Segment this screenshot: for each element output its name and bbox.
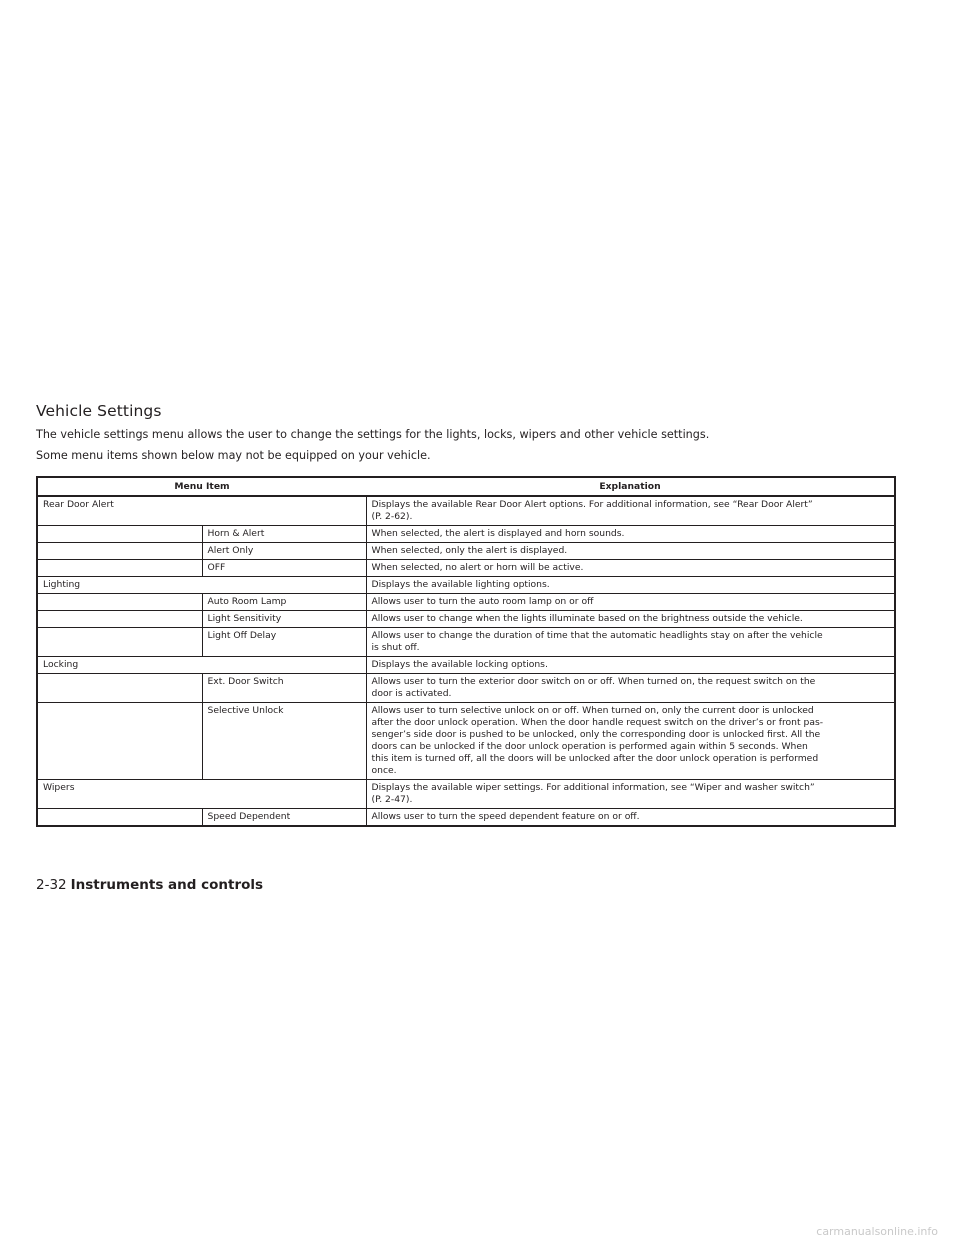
indent-cell xyxy=(37,703,202,780)
table-row xyxy=(37,657,895,674)
table-row xyxy=(37,809,895,827)
page-footer xyxy=(36,877,263,893)
chapter-title: Instruments and controls xyxy=(70,877,264,893)
indent-cell xyxy=(37,543,202,560)
submenu-item-explanation xyxy=(366,560,895,577)
indent-cell xyxy=(37,674,202,703)
explanation-line: When selected, only the alert is displayed. xyxy=(371,545,568,556)
submenu-item-name: Auto Room Lamp xyxy=(202,594,366,611)
submenu-item-explanation xyxy=(366,611,895,628)
menu-item-name: Locking xyxy=(37,657,366,674)
table-row xyxy=(37,560,895,577)
submenu-item-explanation xyxy=(366,809,895,827)
explanation-line: this item is turned off, all the doors will be unlocked after the door unlock operation is performed xyxy=(371,753,819,764)
submenu-item-explanation xyxy=(366,628,895,657)
explanation-line: When selected, no alert or horn will be active. xyxy=(371,562,584,573)
explanation-line: is shut off. xyxy=(371,642,420,653)
submenu-item-explanation xyxy=(366,543,895,560)
table-row xyxy=(37,594,895,611)
explanation-line: once. xyxy=(371,765,397,776)
submenu-item-name: Alert Only xyxy=(202,543,366,560)
header-explanation: Explanation xyxy=(366,477,895,496)
menu-item-explanation xyxy=(366,577,895,594)
indent-cell xyxy=(37,526,202,543)
submenu-item-name: Ext. Door Switch xyxy=(202,674,366,703)
explanation-line: senger’s side door is pushed to be unlocked, only the corresponding door is unlocked first. All the xyxy=(371,729,821,740)
submenu-item-name: Speed Dependent xyxy=(202,809,366,827)
menu-item-name: Rear Door Alert xyxy=(37,496,366,526)
indent-cell xyxy=(37,560,202,577)
table-row xyxy=(37,543,895,560)
indent-cell xyxy=(37,809,202,827)
submenu-item-explanation xyxy=(366,594,895,611)
table-body xyxy=(37,496,895,826)
submenu-item-explanation xyxy=(366,703,895,780)
explanation-line: Displays the available lighting options. xyxy=(371,579,550,590)
watermark: carmanualsonline.info xyxy=(816,1225,938,1238)
explanation-line: Displays the available wiper settings. For additional information, see “Wiper and washer switch” xyxy=(371,782,815,793)
explanation-line: When selected, the alert is displayed and horn sounds. xyxy=(371,528,625,539)
explanation-line: Allows user to turn selective unlock on or off. When turned on, only the current door is unlocked xyxy=(371,705,814,716)
indent-cell xyxy=(37,628,202,657)
explanation-line: Displays the available locking options. xyxy=(371,659,548,670)
menu-item-explanation xyxy=(366,657,895,674)
section-title: Vehicle Settings xyxy=(36,402,162,420)
indent-cell xyxy=(37,611,202,628)
explanation-line: Allows user to turn the auto room lamp on or off xyxy=(371,596,594,607)
menu-item-name: Lighting xyxy=(37,577,366,594)
equipment-note: Some menu items shown below may not be equipped on your vehicle. xyxy=(36,449,431,462)
indent-cell xyxy=(37,594,202,611)
explanation-line: Displays the available Rear Door Alert options. For additional information, see “Rear Door Alert” xyxy=(371,499,813,510)
header-menu-item: Menu Item xyxy=(37,477,366,496)
table-row xyxy=(37,628,895,657)
explanation-line: (P. 2-47). xyxy=(371,794,413,805)
submenu-item-name: Selective Unlock xyxy=(202,703,366,780)
explanation-line: (P. 2-62). xyxy=(371,511,413,522)
submenu-item-name: Horn & Alert xyxy=(202,526,366,543)
submenu-item-name: OFF xyxy=(202,560,366,577)
intro-paragraph: The vehicle settings menu allows the user to change the settings for the lights, locks, wipers and other vehicle settings. xyxy=(36,428,710,441)
explanation-line: Allows user to change when the lights illuminate based on the brightness outside the vehicle. xyxy=(371,613,803,624)
submenu-item-explanation xyxy=(366,674,895,703)
explanation-line: doors can be unlocked if the door unlock operation is performed again within 5 seconds. When xyxy=(371,741,808,752)
table-header-row xyxy=(37,477,895,496)
table-row xyxy=(37,674,895,703)
menu-item-explanation xyxy=(366,780,895,809)
submenu-item-name: Light Sensitivity xyxy=(202,611,366,628)
menu-item-explanation xyxy=(366,496,895,526)
table-row xyxy=(37,780,895,809)
table-row xyxy=(37,526,895,543)
submenu-item-name: Light Off Delay xyxy=(202,628,366,657)
vehicle-settings-table xyxy=(36,476,896,827)
table-row xyxy=(37,611,895,628)
explanation-line: door is activated. xyxy=(371,688,452,699)
table-row xyxy=(37,577,895,594)
explanation-line: Allows user to turn the exterior door switch on or off. When turned on, the request switch on the xyxy=(371,676,816,687)
submenu-item-explanation xyxy=(366,526,895,543)
table-row xyxy=(37,703,895,780)
table-row xyxy=(37,496,895,526)
explanation-line: after the door unlock operation. When the door handle request switch on the driver’s or front pas- xyxy=(371,717,824,728)
explanation-line: Allows user to change the duration of time that the automatic headlights stay on after the vehicle xyxy=(371,630,823,641)
page-number: 2-32 xyxy=(36,877,67,893)
menu-item-name: Wipers xyxy=(37,780,366,809)
explanation-line: Allows user to turn the speed dependent feature on or off. xyxy=(371,811,640,822)
